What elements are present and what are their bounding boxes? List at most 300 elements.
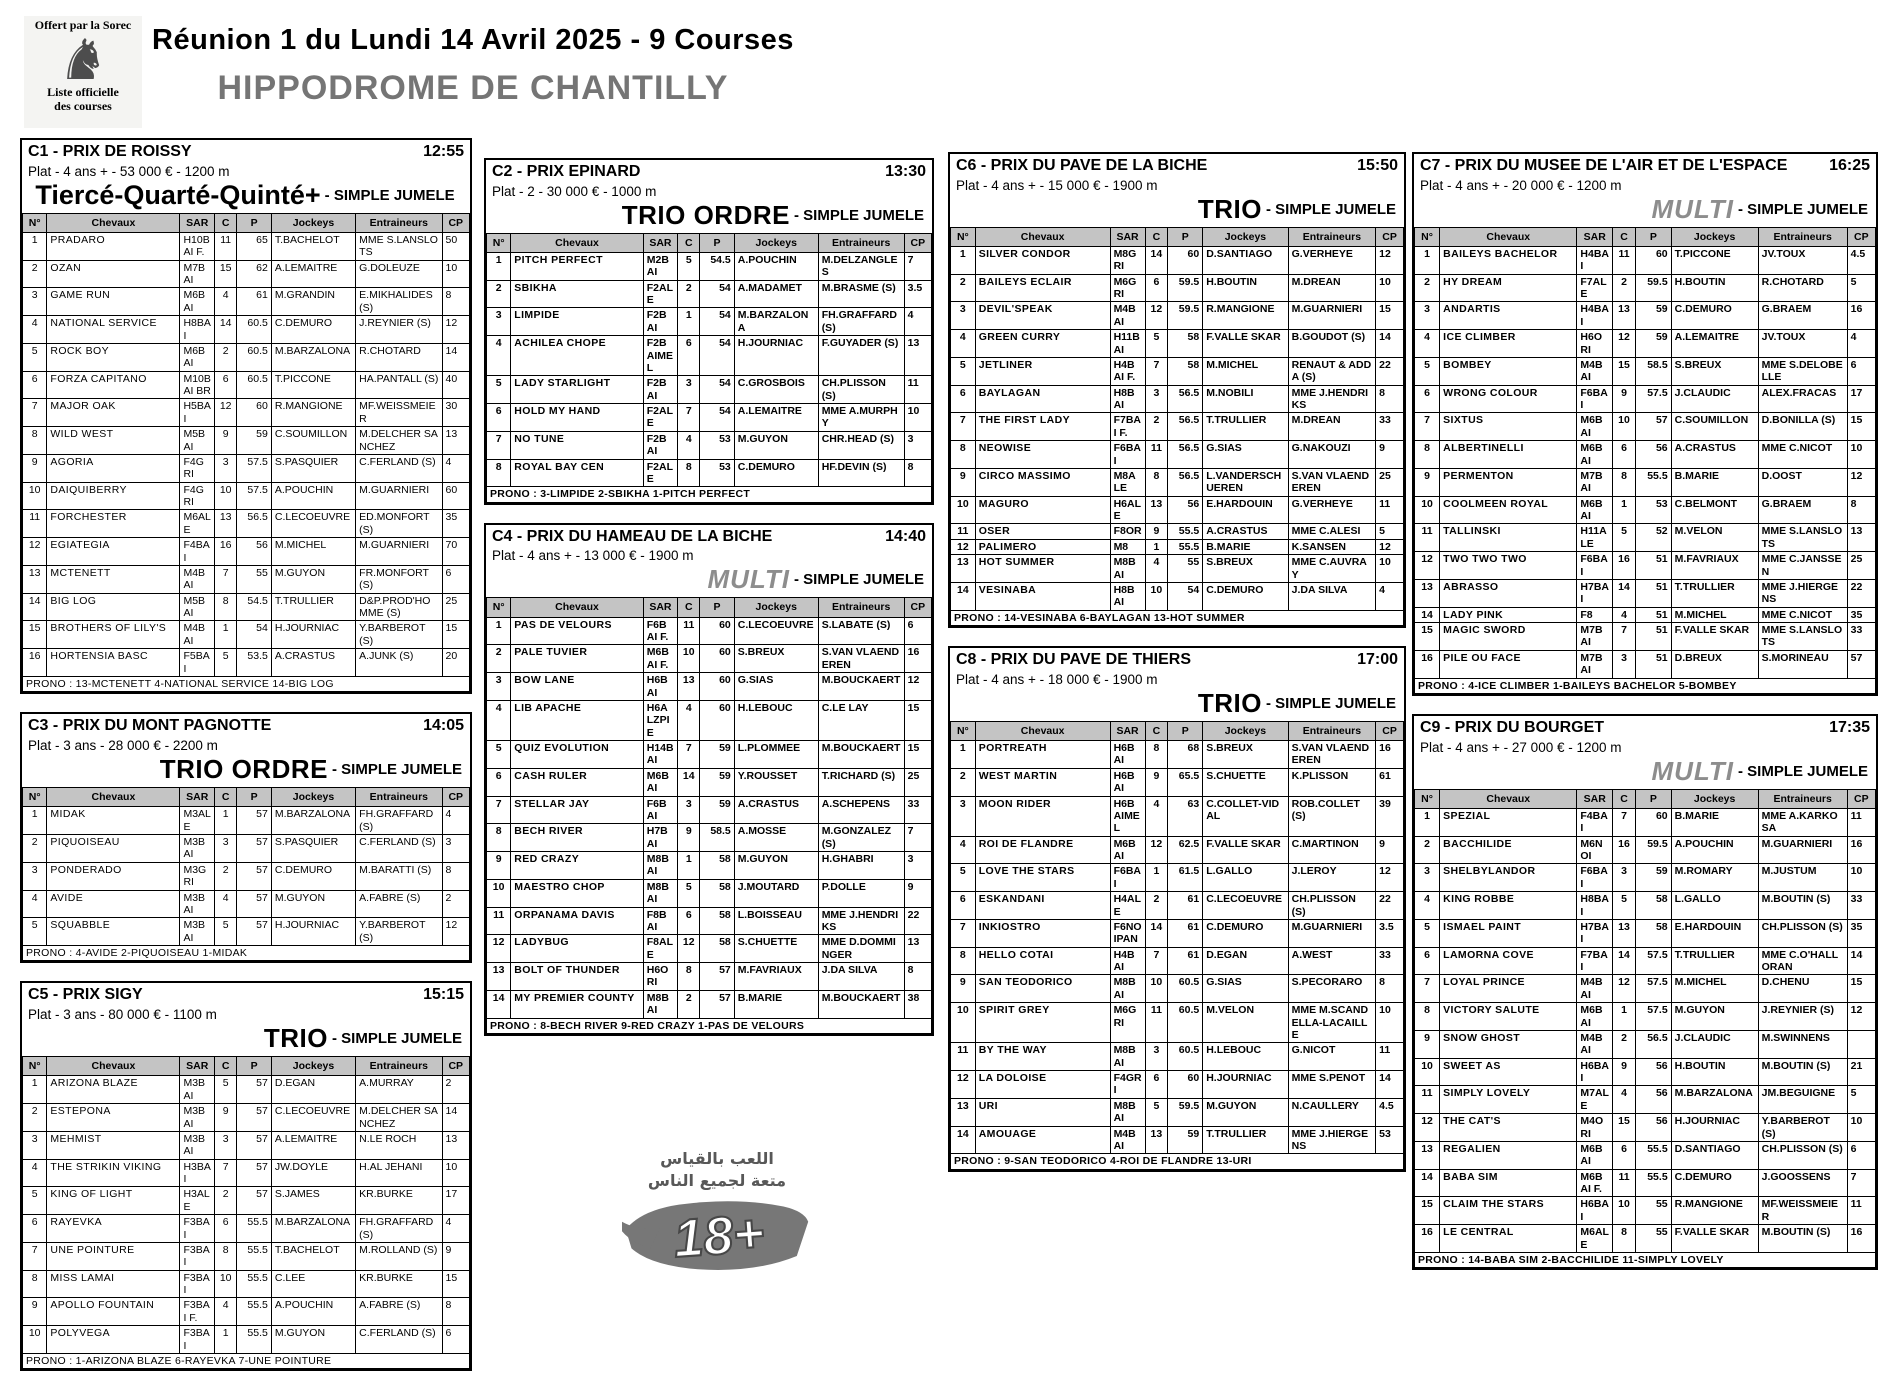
cp-value: 14 bbox=[442, 343, 469, 371]
poids-value: 57 bbox=[700, 963, 734, 991]
jockey-name: C.DEMURO bbox=[1203, 582, 1288, 610]
race-c3 bbox=[20, 712, 472, 963]
horse-name: LAMORNA COVE bbox=[1440, 947, 1577, 975]
corde-value: 7 bbox=[1613, 808, 1636, 836]
horse-name: BOW LANE bbox=[511, 673, 643, 701]
horse-name: THE CAT'S bbox=[1440, 1114, 1577, 1142]
poids-value: 56.5 bbox=[1168, 385, 1203, 413]
horse-number: 2 bbox=[23, 1104, 47, 1132]
poids-value: 55.5 bbox=[1636, 1141, 1672, 1169]
horse-number: 8 bbox=[951, 441, 976, 469]
bet-main-label: TRIO ORDRE bbox=[159, 753, 328, 784]
corde-value: 9 bbox=[678, 824, 700, 852]
race-title: C3 - PRIX DU MONT PAGNOTTE bbox=[28, 717, 272, 735]
race-title: C6 - PRIX DU PAVE DE LA BICHE bbox=[956, 157, 1208, 174]
trainer-name: CH.PLISSON (S) bbox=[1758, 1141, 1847, 1169]
horse-number: 2 bbox=[951, 768, 976, 796]
runner-row bbox=[1415, 892, 1876, 920]
poids-value: 56.5 bbox=[1168, 468, 1203, 496]
horse-name: HY DREAM bbox=[1440, 274, 1577, 302]
corde-value: 7 bbox=[214, 565, 236, 593]
runner-row bbox=[1415, 468, 1876, 496]
trainer-name: MME A.MURPHY bbox=[818, 404, 904, 432]
sar-code: H6ORI bbox=[1577, 330, 1613, 358]
bet-types bbox=[1420, 194, 1870, 227]
corde-value: 10 bbox=[1613, 413, 1636, 441]
runners-table bbox=[22, 213, 470, 693]
corde-value: 10 bbox=[678, 645, 700, 673]
trainer-name: N.CAULLERY bbox=[1288, 1098, 1376, 1126]
corde-value: 8 bbox=[214, 1242, 236, 1270]
trainer-name: G.NAKOUZI bbox=[1288, 441, 1376, 469]
poids-value: 60 bbox=[700, 617, 734, 645]
corde-value: 5 bbox=[214, 1076, 236, 1104]
cp-value: 4.5 bbox=[1376, 1098, 1404, 1126]
runner-row bbox=[487, 308, 932, 336]
sar-code: M6BAI bbox=[1577, 1141, 1613, 1169]
poids-value: 57 bbox=[700, 990, 734, 1018]
cp-value: 33 bbox=[1376, 947, 1404, 975]
runner-row bbox=[951, 413, 1404, 441]
horse-number: 3 bbox=[487, 308, 511, 336]
poids-value: 57 bbox=[237, 1159, 272, 1187]
column-header-trainer: Entraineurs bbox=[1288, 227, 1376, 246]
column-header-cp: CP bbox=[1376, 227, 1404, 246]
horse-number: 5 bbox=[23, 343, 47, 371]
jockey-name: S.PASQUIER bbox=[271, 454, 355, 482]
jockey-name: A.LEMAITRE bbox=[1671, 330, 1758, 358]
sar-code: F6BAI bbox=[643, 796, 677, 824]
sar-code: F7BAI bbox=[1577, 947, 1613, 975]
poids-value: 58.5 bbox=[1636, 357, 1672, 385]
poids-value: 60.5 bbox=[1168, 1043, 1203, 1071]
poids-value: 58 bbox=[700, 852, 734, 880]
runner-row bbox=[487, 852, 932, 880]
horse-name: WILD WEST bbox=[47, 427, 180, 455]
sar-code: H11BAI bbox=[1110, 330, 1145, 358]
horse-number: 2 bbox=[23, 260, 47, 288]
cp-value: 8 bbox=[442, 862, 469, 890]
horse-name: QUIZ EVOLUTION bbox=[511, 741, 643, 769]
poids-value: 56.5 bbox=[1168, 413, 1203, 441]
trainer-name: M.DREAN bbox=[1288, 274, 1376, 302]
horse-number: 12 bbox=[487, 935, 511, 963]
jockey-name: M.BARZALONA bbox=[1671, 1086, 1758, 1114]
sar-code: M10BAI BR bbox=[180, 371, 215, 399]
prono-row bbox=[23, 1353, 470, 1368]
svg-text:18+: 18+ bbox=[671, 1204, 766, 1270]
poids-value: 60 bbox=[1168, 1071, 1203, 1099]
horse-name: COOLMEEN ROYAL bbox=[1440, 496, 1577, 524]
horse-number: 1 bbox=[23, 807, 47, 835]
jockey-name: T.TRULLIER bbox=[1203, 1126, 1288, 1154]
sar-code: H8BAI bbox=[1577, 892, 1613, 920]
sar-code: M8ALE bbox=[1110, 468, 1145, 496]
bet-types bbox=[492, 564, 926, 597]
column-header-c: C bbox=[1613, 227, 1636, 246]
jockey-name: B.MARIE bbox=[734, 990, 818, 1018]
jockey-name: S.BREUX bbox=[1671, 357, 1758, 385]
trainer-name: ED.MONFORT (S) bbox=[356, 510, 442, 538]
poids-value: 60 bbox=[1168, 246, 1203, 274]
cp-value: 8 bbox=[1376, 975, 1404, 1003]
runner-row bbox=[23, 1159, 470, 1187]
jockey-name: T.PICCONE bbox=[1671, 246, 1758, 274]
sar-code: M8BAI bbox=[643, 852, 677, 880]
jockey-name: C.LEE bbox=[271, 1270, 355, 1298]
runner-row bbox=[1415, 441, 1876, 469]
horse-number: 4 bbox=[1415, 892, 1440, 920]
poids-value: 57 bbox=[237, 862, 272, 890]
trainer-name: KR.BURKE bbox=[356, 1187, 442, 1215]
runner-row bbox=[23, 260, 470, 288]
horse-number: 16 bbox=[1415, 650, 1440, 678]
horse-name: LIMPIDE bbox=[511, 308, 643, 336]
cp-value: 15 bbox=[442, 1270, 469, 1298]
horse-name: TALLINSKI bbox=[1440, 524, 1577, 552]
logo-bottom-text-1: Liste officielle bbox=[47, 84, 119, 99]
cp-value: 5 bbox=[1847, 1086, 1875, 1114]
sar-code: M7BAI bbox=[1577, 468, 1613, 496]
horse-number: 14 bbox=[487, 990, 511, 1018]
jockey-name: Y.ROUSSET bbox=[734, 768, 818, 796]
jockey-name: A.POUCHIN bbox=[271, 482, 355, 510]
runner-row bbox=[951, 330, 1404, 358]
trainer-name: S.PECORARO bbox=[1288, 975, 1376, 1003]
trainer-name: D&P.PROD'HOMME (S) bbox=[356, 593, 442, 621]
corde-value: 4 bbox=[678, 700, 700, 740]
horse-number: 4 bbox=[487, 336, 511, 376]
horse-number: 9 bbox=[1415, 1030, 1440, 1058]
corde-value: 16 bbox=[1613, 836, 1636, 864]
horse-number: 5 bbox=[951, 357, 976, 385]
horse-number: 4 bbox=[951, 836, 976, 864]
corde-value: 3 bbox=[214, 835, 236, 863]
horse-number: 5 bbox=[951, 864, 976, 892]
cp-value: 39 bbox=[1376, 796, 1404, 836]
corde-value: 11 bbox=[1613, 246, 1636, 274]
prono-row bbox=[487, 487, 932, 502]
jockey-name: A.MOSSE bbox=[734, 824, 818, 852]
poids-value: 54 bbox=[700, 336, 734, 376]
poids-value: 57 bbox=[237, 1187, 272, 1215]
column-header-n: N° bbox=[23, 787, 47, 806]
poids-value: 51 bbox=[1636, 607, 1672, 622]
horse-number: 7 bbox=[951, 919, 976, 947]
column-header-jockey: Jockeys bbox=[734, 233, 818, 252]
bet-sub-label: - SIMPLE JUMELE bbox=[1737, 762, 1868, 780]
corde-value: 1 bbox=[1613, 1003, 1636, 1031]
runner-row bbox=[951, 441, 1404, 469]
jockey-name: M.FAVRIAUX bbox=[734, 963, 818, 991]
runner-row bbox=[23, 1076, 470, 1104]
horse-name: BAILEYS BACHELOR bbox=[1440, 246, 1577, 274]
horse-number: 3 bbox=[487, 673, 511, 701]
runners-table bbox=[486, 597, 932, 1034]
column-header-n: N° bbox=[1415, 227, 1440, 246]
race-time: 14:40 bbox=[885, 527, 926, 545]
cp-value: 9 bbox=[442, 1242, 469, 1270]
sar-code: F6BAI bbox=[1577, 552, 1613, 580]
bet-types bbox=[492, 200, 926, 233]
horse-name: STELLAR JAY bbox=[511, 796, 643, 824]
horse-number: 10 bbox=[951, 1003, 976, 1043]
runner-row bbox=[1415, 947, 1876, 975]
sar-code: F2BAIMEL bbox=[643, 336, 677, 376]
race-time: 17:35 bbox=[1829, 718, 1870, 736]
table-header-row bbox=[951, 227, 1404, 246]
corde-value: 2 bbox=[214, 862, 236, 890]
runner-row bbox=[951, 302, 1404, 330]
jockey-name: H.BOUTIN bbox=[1671, 274, 1758, 302]
horse-number: 10 bbox=[487, 879, 511, 907]
trainer-name: CH.PLISSON (S) bbox=[1758, 919, 1847, 947]
sar-code: M6BAI bbox=[1577, 496, 1613, 524]
runner-row bbox=[23, 1215, 470, 1243]
race-title-row bbox=[1420, 719, 1870, 737]
horse-name: BAYLAGAN bbox=[975, 385, 1110, 413]
cp-value: 11 bbox=[1376, 1043, 1404, 1071]
runner-row bbox=[487, 645, 932, 673]
cp-value: 13 bbox=[904, 935, 931, 963]
cp-value: 9 bbox=[1376, 836, 1404, 864]
column-header-sar: SAR bbox=[643, 233, 677, 252]
horse-name: PALIMERO bbox=[975, 539, 1110, 554]
horse-name: HOT SUMMER bbox=[975, 555, 1110, 583]
jockey-name: H.JOURNIAC bbox=[271, 918, 355, 946]
horse-name: KING OF LIGHT bbox=[47, 1187, 180, 1215]
table-header-row bbox=[487, 598, 932, 617]
cp-value: 22 bbox=[1376, 357, 1404, 385]
horse-name: CIRCO MASSIMO bbox=[975, 468, 1110, 496]
jockey-name: L.GALLO bbox=[1671, 892, 1758, 920]
horse-number: 14 bbox=[951, 582, 976, 610]
trainer-name: MME J.HIERGENS bbox=[1758, 579, 1847, 607]
sar-code: H4BAI bbox=[1110, 947, 1145, 975]
jockey-name: H.LEBOUC bbox=[1203, 1043, 1288, 1071]
horse-number: 7 bbox=[23, 399, 47, 427]
cp-value: 15 bbox=[904, 741, 931, 769]
race-conditions: Plat - 4 ans + - 53 000 € - 1200 m bbox=[28, 163, 230, 179]
horse-number: 1 bbox=[1415, 808, 1440, 836]
cp-value: 15 bbox=[1847, 413, 1875, 441]
column-header-trainer: Entraineurs bbox=[1758, 789, 1847, 808]
sar-code: F4GRI bbox=[180, 482, 215, 510]
trainer-name: S.LABATE (S) bbox=[818, 617, 904, 645]
cp-value: 2 bbox=[442, 1076, 469, 1104]
sar-code: M4BAI bbox=[1110, 302, 1145, 330]
runner-row bbox=[487, 336, 932, 376]
sar-code: H6ORI bbox=[643, 963, 677, 991]
horse-name: LOYAL PRINCE bbox=[1440, 975, 1577, 1003]
corde-value: 5 bbox=[1145, 330, 1168, 358]
race-time: 15:15 bbox=[423, 986, 464, 1004]
corde-value: 6 bbox=[678, 336, 700, 376]
corde-value: 11 bbox=[1613, 1169, 1636, 1197]
sar-code: M8BAI bbox=[1110, 1043, 1145, 1071]
race-conditions: Plat - 4 ans + - 20 000 € - 1200 m bbox=[1420, 177, 1622, 193]
trainer-name: HF.DEVIN (S) bbox=[818, 459, 904, 487]
sar-code: M2BAI bbox=[643, 252, 677, 280]
horse-number: 9 bbox=[1415, 468, 1440, 496]
horse-number: 3 bbox=[23, 1131, 47, 1159]
runner-row bbox=[1415, 607, 1876, 622]
corde-value: 16 bbox=[1613, 552, 1636, 580]
sar-code: H6BAI bbox=[1577, 1058, 1613, 1086]
horse-name: SHELBYLANDOR bbox=[1440, 864, 1577, 892]
cp-value: 16 bbox=[1847, 836, 1875, 864]
jockey-name: D.SANTIAGO bbox=[1203, 246, 1288, 274]
horse-name: SNOW GHOST bbox=[1440, 1030, 1577, 1058]
corde-value: 4 bbox=[214, 1298, 236, 1326]
trainer-name: MF.WEISSMEIER bbox=[1758, 1197, 1847, 1225]
sar-code: M3BAI bbox=[180, 918, 215, 946]
cp-value: 10 bbox=[1847, 441, 1875, 469]
corde-value: 9 bbox=[1145, 524, 1168, 539]
sar-code: H10BAI F. bbox=[180, 232, 215, 260]
horse-name: ICE CLIMBER bbox=[1440, 330, 1577, 358]
runner-row bbox=[951, 246, 1404, 274]
logo-bottom-text-2: des courses bbox=[54, 98, 112, 113]
column-header-cp: CP bbox=[904, 598, 931, 617]
runner-row bbox=[1415, 385, 1876, 413]
horse-name: MIDAK bbox=[47, 807, 180, 835]
prono-row bbox=[1415, 1252, 1876, 1267]
column-header-trainer: Entraineurs bbox=[1288, 721, 1376, 740]
trainer-name: MME C.ALESI bbox=[1288, 524, 1376, 539]
column-header-p: P bbox=[237, 1057, 272, 1076]
cp-value: 13 bbox=[904, 336, 931, 376]
horse-number: 5 bbox=[23, 918, 47, 946]
prono-row bbox=[951, 1154, 1404, 1169]
poids-value: 57 bbox=[237, 807, 272, 835]
horse-number: 13 bbox=[951, 1098, 976, 1126]
trainer-name: A.MURRAY bbox=[356, 1076, 442, 1104]
corde-value: 6 bbox=[1145, 1071, 1168, 1099]
horse-number: 8 bbox=[951, 947, 976, 975]
corde-value: 1 bbox=[214, 1326, 236, 1354]
race-title-row bbox=[492, 163, 926, 181]
jockey-name: M.GUYON bbox=[1671, 1003, 1758, 1031]
column-header-jockey: Jockeys bbox=[1671, 789, 1758, 808]
horse-number: 5 bbox=[487, 741, 511, 769]
poids-value: 60 bbox=[1636, 808, 1672, 836]
horse-name: SIXTUS bbox=[1440, 413, 1577, 441]
horse-number: 8 bbox=[1415, 1003, 1440, 1031]
cp-value: 11 bbox=[1847, 1197, 1875, 1225]
horse-number: 1 bbox=[1415, 246, 1440, 274]
cp-value: 10 bbox=[442, 260, 469, 288]
corde-value: 10 bbox=[1145, 582, 1168, 610]
jockey-name: C.DEMURO bbox=[1671, 302, 1758, 330]
jockey-name: M.BARZALONA bbox=[271, 1215, 355, 1243]
cp-value: 16 bbox=[1376, 741, 1404, 769]
poids-value: 56 bbox=[1636, 1058, 1672, 1086]
cp-value: 4.5 bbox=[1847, 246, 1875, 274]
corde-value: 8 bbox=[1145, 468, 1168, 496]
trainer-name: F.GUYADER (S) bbox=[818, 336, 904, 376]
horse-number: 6 bbox=[23, 1215, 47, 1243]
poids-value: 60 bbox=[237, 399, 272, 427]
poids-value: 60.5 bbox=[1168, 975, 1203, 1003]
jockey-name: M.BARZALONA bbox=[271, 343, 355, 371]
bet-types bbox=[1420, 756, 1870, 789]
trainer-name: JV.TOUX bbox=[1758, 246, 1847, 274]
race-time: 17:00 bbox=[1357, 651, 1398, 669]
runner-row bbox=[1415, 302, 1876, 330]
race-c4 bbox=[484, 523, 934, 1036]
bet-types bbox=[28, 754, 464, 787]
bet-main-label: TRIO bbox=[1197, 687, 1262, 718]
corde-value: 4 bbox=[1613, 1086, 1636, 1114]
sar-code: F6BAI bbox=[1110, 441, 1145, 469]
horse-name: JETLINER bbox=[975, 357, 1110, 385]
horse-number: 6 bbox=[487, 404, 511, 432]
trainer-name: P.DOLLE bbox=[818, 879, 904, 907]
table-header-row bbox=[951, 721, 1404, 740]
horse-number: 7 bbox=[23, 1242, 47, 1270]
column-header-jockey: Jockeys bbox=[1203, 721, 1288, 740]
corde-value: 1 bbox=[678, 308, 700, 336]
horse-number: 10 bbox=[1415, 496, 1440, 524]
race-time: 16:25 bbox=[1829, 157, 1870, 174]
cp-value: 11 bbox=[904, 376, 931, 404]
bet-sub-label: - SIMPLE JUMELE bbox=[324, 186, 455, 204]
corde-value: 5 bbox=[1145, 1098, 1168, 1126]
runner-row bbox=[23, 918, 470, 946]
race-title-row bbox=[1420, 157, 1870, 175]
jockey-name: G.SIAS bbox=[1203, 975, 1288, 1003]
horse-number: 4 bbox=[487, 700, 511, 740]
horse-number: 11 bbox=[1415, 524, 1440, 552]
jockey-name: F.VALLE SKAR bbox=[1203, 836, 1288, 864]
horse-name: BOLT OF THUNDER bbox=[511, 963, 643, 991]
poids-value: 57.5 bbox=[1636, 1003, 1672, 1031]
horse-name: PONDERADO bbox=[47, 862, 180, 890]
poids-value: 55.5 bbox=[237, 1326, 272, 1354]
runner-row bbox=[23, 621, 470, 649]
runner-row bbox=[487, 617, 932, 645]
cp-value: 8 bbox=[904, 963, 931, 991]
runner-row bbox=[1415, 919, 1876, 947]
poids-value: 53.5 bbox=[237, 649, 272, 677]
corde-value: 10 bbox=[214, 1270, 236, 1298]
cp-value: 8 bbox=[442, 1298, 469, 1326]
sar-code: F8 bbox=[1577, 607, 1613, 622]
horse-number: 1 bbox=[23, 1076, 47, 1104]
cp-value: 8 bbox=[1376, 385, 1404, 413]
corde-value: 11 bbox=[678, 617, 700, 645]
sar-code: M3ALE bbox=[180, 807, 215, 835]
cp-value: 22 bbox=[1376, 892, 1404, 920]
runner-row bbox=[951, 582, 1404, 610]
horse-number: 8 bbox=[23, 427, 47, 455]
sar-code: M3BAI bbox=[180, 890, 215, 918]
corde-value: 10 bbox=[1613, 1197, 1636, 1225]
prono-text: PRONO : 4-ICE CLIMBER 1-BAILEYS BACHELOR 5-BOMBEY bbox=[1415, 678, 1876, 693]
horse-name: SBIKHA bbox=[511, 280, 643, 308]
cp-value: 6 bbox=[1847, 357, 1875, 385]
horse-number: 2 bbox=[1415, 836, 1440, 864]
trainer-name: MME J.HENDRIKS bbox=[1288, 385, 1376, 413]
runner-row bbox=[23, 835, 470, 863]
horse-number: 11 bbox=[951, 524, 976, 539]
poids-value: 55.5 bbox=[237, 1270, 272, 1298]
table-header-row bbox=[487, 233, 932, 252]
cp-value: 11 bbox=[1847, 808, 1875, 836]
bet-main-label: MULTI bbox=[1651, 755, 1734, 786]
corde-value: 5 bbox=[1613, 892, 1636, 920]
